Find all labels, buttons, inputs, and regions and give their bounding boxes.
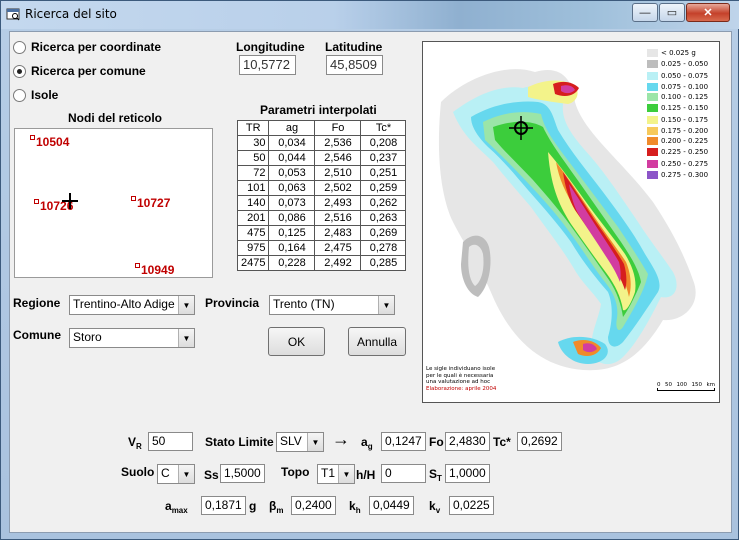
- node-id: 10727: [137, 196, 171, 210]
- legend-swatch: [647, 160, 658, 168]
- tr-cell: 72: [238, 166, 269, 181]
- kv-label-text: k: [429, 499, 436, 513]
- beta-sub: m: [276, 506, 284, 515]
- legend-label: 0.050 - 0.075: [661, 72, 709, 81]
- scale-tick: 0: [657, 382, 661, 388]
- legend-label: 0.225 - 0.250: [661, 147, 709, 156]
- legend-item: [647, 147, 717, 158]
- tc-cell: 0,278: [361, 241, 406, 256]
- legend-label: 0.125 - 0.150: [661, 103, 709, 112]
- chevron-down-icon[interactable]: ▼: [178, 329, 194, 347]
- nodes-grid-panel[interactable]: [14, 128, 213, 278]
- legend-item: [647, 103, 717, 114]
- amax-sub: max: [171, 506, 188, 515]
- suolo-label: Suolo: [121, 465, 155, 479]
- minimize-button[interactable]: —: [632, 3, 658, 22]
- legend-label: 0.025 - 0.050: [661, 59, 709, 68]
- fo-cell: 2,510: [315, 166, 361, 181]
- vr-label: [128, 435, 142, 451]
- longitude-field[interactable]: 10,5772: [239, 55, 296, 75]
- legend-swatch: [647, 148, 658, 156]
- legend-swatch: [647, 83, 658, 91]
- vr-sub: R: [136, 442, 142, 451]
- tc-cell: 0,237: [361, 151, 406, 166]
- note-line: Le sigle individuano isole: [426, 366, 496, 372]
- note-line: per le quali è necessaria: [426, 372, 494, 379]
- table-row: [238, 241, 406, 256]
- col-header: Fo: [315, 121, 361, 136]
- kh-label-text: k: [349, 499, 356, 513]
- ag-cell: 0,073: [269, 196, 315, 211]
- scale-tick: km: [706, 382, 715, 388]
- legend-label: 0.100 - 0.125: [661, 93, 709, 102]
- stato-limite-value: SLV: [280, 434, 302, 448]
- table-row: [238, 256, 406, 271]
- topo-select[interactable]: [317, 464, 355, 484]
- window-title: Ricerca del sito: [25, 7, 117, 21]
- suolo-value: C: [161, 466, 170, 480]
- table-row: [238, 196, 406, 211]
- node-marker: [34, 199, 39, 204]
- scale-line: [657, 388, 715, 391]
- map-scale-bar: [657, 382, 715, 391]
- legend-swatch: [647, 171, 658, 179]
- ag-cell: 0,086: [269, 211, 315, 226]
- dialog-client: [9, 31, 732, 533]
- hazard-map[interactable]: [422, 41, 720, 403]
- legend-item: [647, 71, 717, 82]
- topo-value: T1: [321, 466, 336, 480]
- tc-cell: 0,269: [361, 226, 406, 241]
- legend-swatch: [647, 49, 658, 57]
- legend-label: < 0.025 g: [661, 49, 696, 58]
- legend-swatch: [647, 116, 658, 124]
- node-marker: [135, 263, 140, 268]
- kh-field[interactable]: 0,0449: [369, 496, 414, 515]
- table-row: [238, 226, 406, 241]
- suolo-select[interactable]: [157, 464, 195, 484]
- table-row: [238, 166, 406, 181]
- table-row: [238, 211, 406, 226]
- tr-cell: 201: [238, 211, 269, 226]
- grid-node: [131, 196, 170, 210]
- kh-sub: h: [355, 506, 361, 515]
- ok-button[interactable]: OK: [268, 327, 325, 356]
- chevron-down-icon[interactable]: ▼: [338, 465, 354, 483]
- stato-limite-select[interactable]: [276, 432, 324, 452]
- radio-comune[interactable]: [13, 65, 26, 78]
- legend-swatch: [647, 60, 658, 68]
- provincia-value: Trento (TN): [273, 297, 335, 311]
- node-id: 10504: [36, 135, 70, 149]
- table-row: [238, 181, 406, 196]
- node-id: 10949: [141, 263, 175, 277]
- close-button[interactable]: ✕: [686, 3, 730, 22]
- legend-swatch: [647, 72, 658, 80]
- comune-select[interactable]: [69, 328, 195, 348]
- radio-isole[interactable]: [13, 89, 26, 102]
- tr-cell: 975: [238, 241, 269, 256]
- map-note: [426, 366, 496, 392]
- tr-cell: 140: [238, 196, 269, 211]
- tc-field[interactable]: 0,2692: [517, 432, 562, 451]
- ag-label-text: a: [361, 435, 368, 449]
- radio-comune-label[interactable]: Ricerca per comune: [31, 64, 146, 78]
- kv-field[interactable]: 0,0225: [449, 496, 494, 515]
- radio-selected-dot: [17, 69, 22, 74]
- st-field[interactable]: 1,0000: [445, 464, 490, 483]
- ag-field[interactable]: 0,1247: [381, 432, 426, 451]
- fo-cell: 2,536: [315, 136, 361, 151]
- ag-cell: 0,228: [269, 256, 315, 271]
- node-id: 10726: [40, 199, 74, 213]
- ag-cell: 0,125: [269, 226, 315, 241]
- regione-select[interactable]: [69, 295, 195, 315]
- legend-label: 0.150 - 0.175: [661, 116, 709, 125]
- fo-cell: 2,483: [315, 226, 361, 241]
- latitude-label: Latitudine: [325, 40, 383, 54]
- params-title: Parametri interpolati: [260, 103, 377, 117]
- st-label: [429, 467, 442, 483]
- ag-cell: 0,164: [269, 241, 315, 256]
- app-icon: [6, 8, 20, 21]
- tc-cell: 0,285: [361, 256, 406, 271]
- tc-cell: 0,208: [361, 136, 406, 151]
- ag-cell: 0,034: [269, 136, 315, 151]
- maximize-button[interactable]: ▭: [659, 3, 685, 22]
- scale-tick: 50: [664, 382, 672, 388]
- chevron-down-icon[interactable]: ▼: [178, 465, 194, 483]
- fo-cell: 2,502: [315, 181, 361, 196]
- hh-field[interactable]: 0: [381, 464, 426, 483]
- latitude-field[interactable]: 45,8509: [326, 55, 383, 75]
- amax-field[interactable]: 0,1871: [201, 496, 246, 515]
- site-crosshair-icon: [62, 193, 78, 209]
- col-header: TR: [238, 121, 269, 136]
- tc-cell: 0,251: [361, 166, 406, 181]
- map-legend: [647, 48, 717, 180]
- ag-cell: 0,063: [269, 181, 315, 196]
- legend-item: [647, 48, 717, 59]
- tc-cell: 0,262: [361, 196, 406, 211]
- legend-item: [647, 136, 717, 147]
- grid-node: [135, 263, 174, 277]
- longitude-label: Longitudine: [236, 40, 305, 54]
- vr-label-text: V: [128, 435, 137, 449]
- radio-coordinate-label[interactable]: Ricerca per coordinate: [31, 40, 162, 54]
- scale-tick: 150: [691, 382, 702, 388]
- fo-cell: 2,492: [315, 256, 361, 271]
- fo-label: Fo: [429, 435, 444, 449]
- chevron-down-icon[interactable]: ▼: [307, 433, 323, 451]
- legend-label: 0.200 - 0.225: [661, 137, 709, 146]
- radio-coordinate[interactable]: [13, 41, 26, 54]
- st-sub: T: [437, 474, 442, 483]
- tc-label: Tc*: [493, 435, 511, 449]
- legend-swatch: [647, 104, 658, 112]
- node-marker: [131, 196, 136, 201]
- title-bar[interactable]: [1, 1, 739, 29]
- tc-cell: 0,263: [361, 211, 406, 226]
- ag-label: [361, 435, 373, 451]
- amax-label: [165, 499, 188, 515]
- tr-cell: 30: [238, 136, 269, 151]
- node-marker: [30, 135, 35, 140]
- ag-cell: 0,044: [269, 151, 315, 166]
- kv-sub: v: [435, 506, 441, 515]
- radio-isole-label[interactable]: Isole: [31, 88, 59, 102]
- legend-swatch: [647, 137, 658, 145]
- beta-m-label: [269, 499, 283, 515]
- legend-label: 0.250 - 0.275: [661, 160, 709, 169]
- ag-sub: g: [367, 442, 373, 451]
- legend-item: [647, 170, 717, 181]
- provincia-select[interactable]: [269, 295, 395, 315]
- nodes-title: Nodi del reticolo: [68, 111, 163, 125]
- st-label-text: S: [429, 467, 438, 481]
- legend-item: [647, 92, 717, 103]
- table-row: [238, 136, 406, 151]
- comune-value: Storo: [73, 330, 102, 344]
- tr-cell: 475: [238, 226, 269, 241]
- table-row: [238, 151, 406, 166]
- stato-limite-label: Stato Limite: [205, 435, 274, 449]
- hh-label: h/H: [356, 468, 376, 482]
- amax-unit: g: [249, 499, 257, 513]
- ss-field[interactable]: 1,5000: [220, 464, 265, 483]
- table-header-row: [238, 121, 406, 136]
- amax-label-text: a: [165, 499, 172, 513]
- col-header: ag: [269, 121, 315, 136]
- chevron-down-icon[interactable]: ▼: [178, 296, 194, 314]
- legend-swatch: [647, 127, 658, 135]
- legend-item: [647, 159, 717, 170]
- map-date: Elaborazione: aprile 2004: [426, 385, 497, 392]
- fo-cell: 2,516: [315, 211, 361, 226]
- legend-item: [647, 82, 717, 93]
- vr-field[interactable]: 50: [148, 432, 193, 451]
- tr-cell: 50: [238, 151, 269, 166]
- fo-cell: 2,475: [315, 241, 361, 256]
- legend-label: 0.275 - 0.300: [661, 170, 709, 179]
- ss-label: Ss: [204, 468, 219, 482]
- annulla-button[interactable]: Annulla: [348, 327, 406, 356]
- legend-label: 0.075 - 0.100: [661, 82, 709, 91]
- fo-cell: 2,493: [315, 196, 361, 211]
- regione-label: Regione: [13, 296, 61, 310]
- beta-m-field[interactable]: 0,2400: [291, 496, 336, 515]
- topo-label: Topo: [281, 465, 310, 479]
- legend-item: [647, 59, 717, 70]
- legend-item: [647, 115, 717, 126]
- legend-item: [647, 126, 717, 137]
- legend-swatch: [647, 93, 658, 101]
- beta-label-text: β: [269, 499, 277, 513]
- provincia-label: Provincia: [205, 296, 260, 310]
- col-header: Tc*: [361, 121, 406, 136]
- note-line: una valutazione ad hoc: [426, 379, 491, 385]
- chevron-down-icon[interactable]: ▼: [378, 296, 394, 314]
- tr-cell: 2475: [238, 256, 269, 271]
- kv-label: [429, 499, 440, 515]
- fo-field[interactable]: 2,4830: [445, 432, 490, 451]
- comune-label: Comune: [13, 328, 61, 342]
- tc-cell: 0,259: [361, 181, 406, 196]
- legend-label: 0.175 - 0.200: [661, 126, 709, 135]
- fo-cell: 2,546: [315, 151, 361, 166]
- regione-value: Trentino-Alto Adige: [73, 297, 175, 311]
- ag-cell: 0,053: [269, 166, 315, 181]
- scale-tick: 100: [676, 382, 687, 388]
- kh-label: [349, 499, 361, 515]
- scale-ticks: [657, 382, 715, 388]
- tr-cell: 101: [238, 181, 269, 196]
- grid-node: [30, 135, 69, 149]
- params-table: [237, 120, 406, 271]
- right-arrow-icon: →: [332, 429, 350, 449]
